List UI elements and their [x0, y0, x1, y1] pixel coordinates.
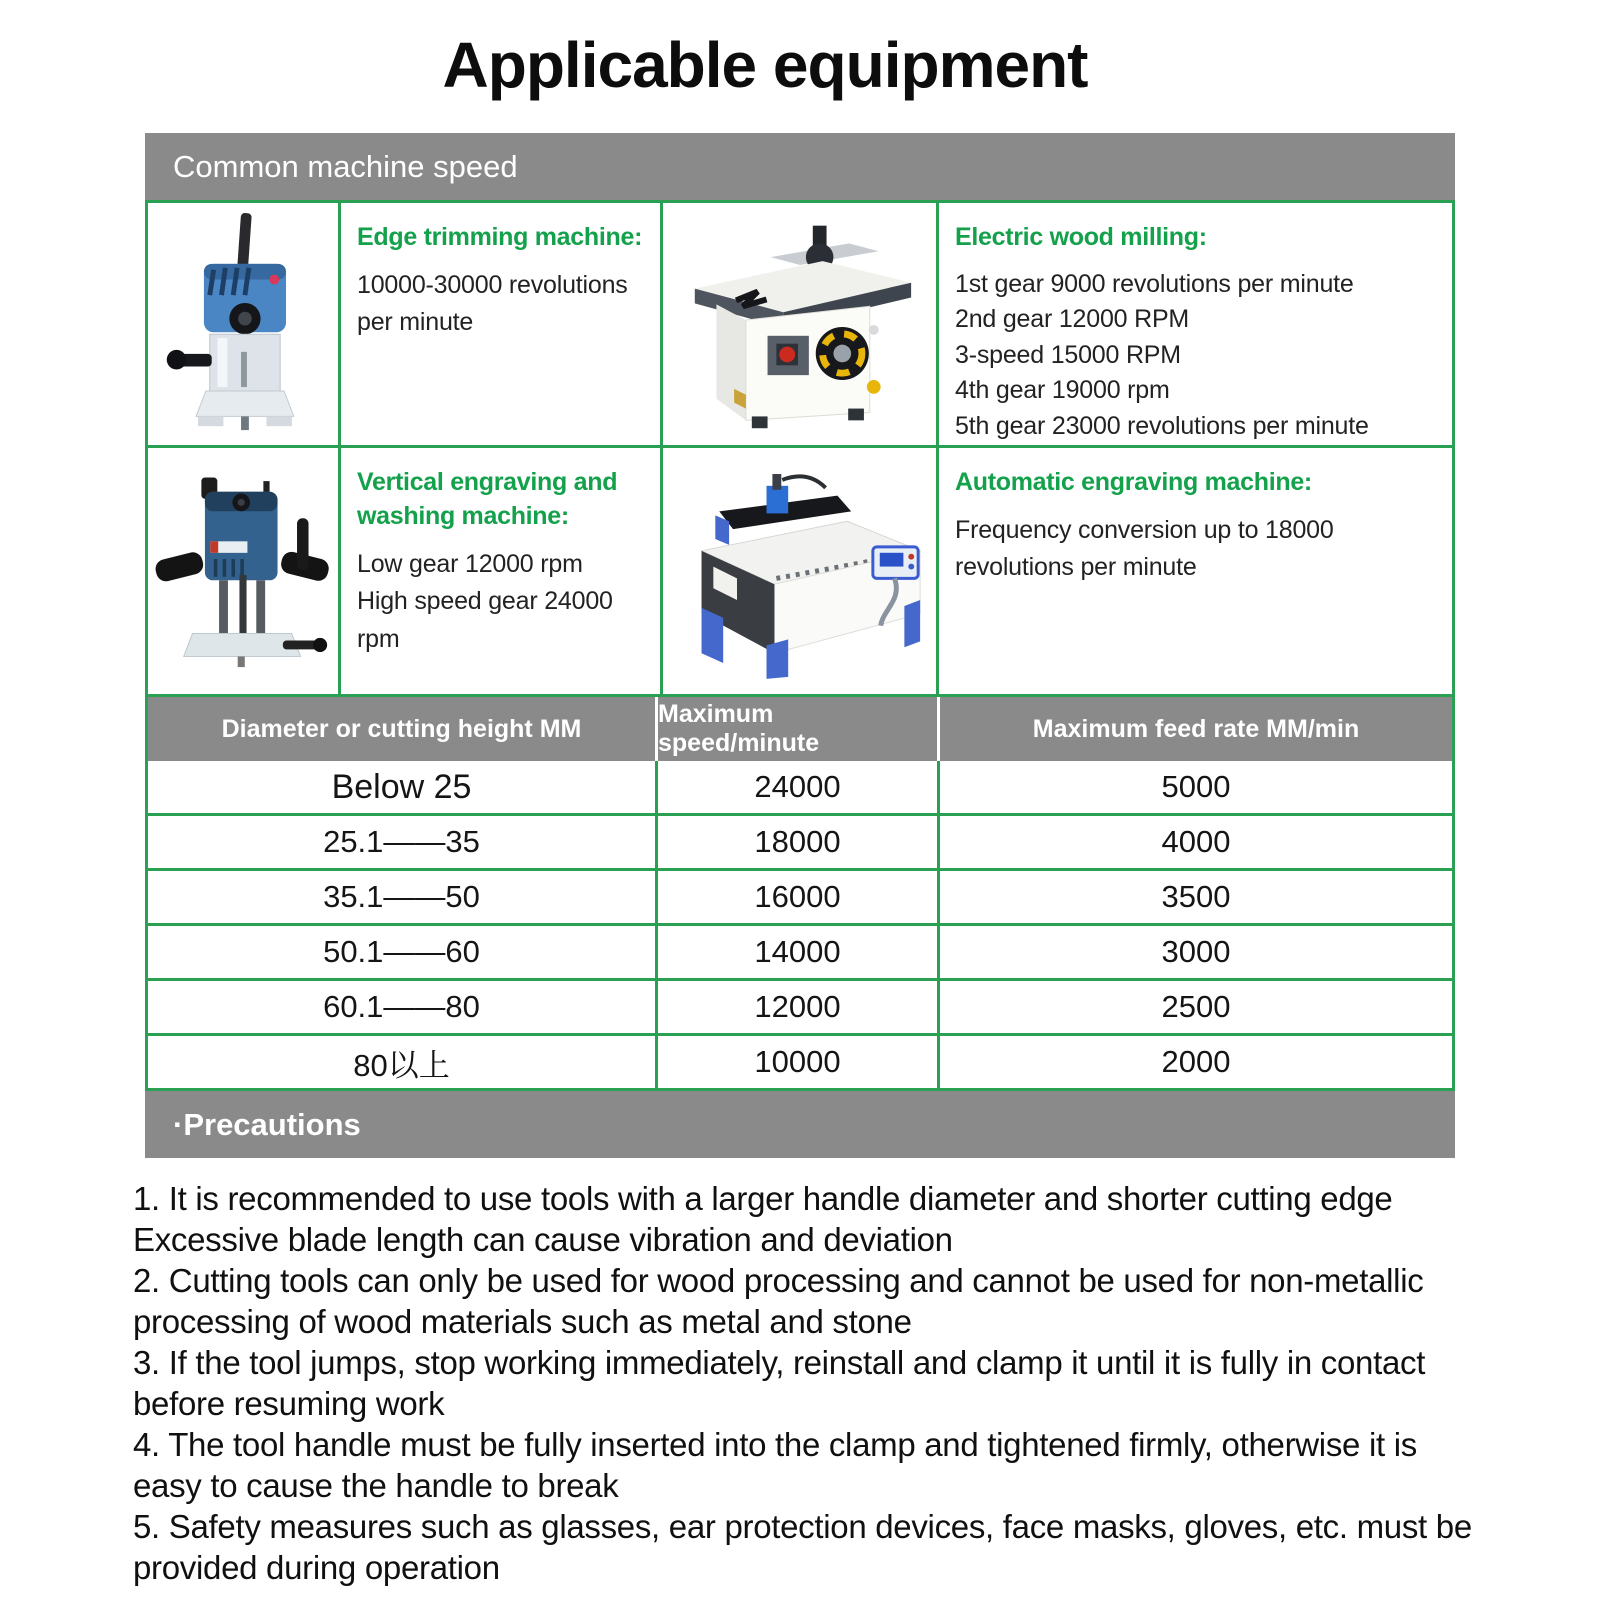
- table-cell-diameter: 35.1——50: [148, 868, 655, 923]
- machine-cell-image: [148, 203, 338, 445]
- machine-spec-line: 3-speed 15000 RPM: [955, 340, 1181, 369]
- machine-cell-text: [341, 203, 660, 445]
- table-cell-diameter: 80以上: [148, 1033, 655, 1088]
- section-header-label: Common machine speed: [173, 148, 518, 184]
- table-cell-feed: 2500: [937, 978, 1452, 1033]
- machine-spec-line: Low gear 12000 rpm: [357, 549, 583, 578]
- machine-spec-lines: [955, 267, 1438, 445]
- machine-cell-image: [148, 448, 338, 694]
- table-cell-diameter: 25.1——35: [148, 813, 655, 868]
- precautions-list: [133, 1178, 1478, 1588]
- electric-wood-milling-machine-image: [675, 206, 925, 442]
- machine-cell-text: [341, 448, 660, 694]
- machine-spec-line: High speed gear 24000 rpm: [357, 587, 613, 653]
- table-cell-diameter: 60.1——80: [148, 978, 655, 1033]
- machine-spec-line: Frequency conversion up to 18000 revolutions per minute: [955, 515, 1334, 582]
- machine-name: Electric wood milling:: [955, 223, 1207, 251]
- table-cell-feed: 5000: [937, 761, 1452, 813]
- table-row: [148, 1033, 1452, 1088]
- table-cell-feed: 4000: [937, 813, 1452, 868]
- table-cell-speed: 24000: [655, 761, 937, 813]
- page-title: Applicable equipment: [442, 29, 1088, 101]
- table-cell-speed: 14000: [655, 923, 937, 978]
- machine-grid: [145, 200, 1455, 697]
- section-header-precautions: [145, 1091, 1455, 1158]
- table-cell-speed: 10000: [655, 1033, 937, 1088]
- machine-name: Edge trimming machine:: [357, 223, 643, 251]
- table-cell-speed: 12000: [655, 978, 937, 1033]
- table-cell-speed: 18000: [655, 813, 937, 868]
- machine-spec-line: 10000-30000 revolutions per minute: [357, 270, 628, 337]
- machine-spec-lines: [955, 512, 1438, 587]
- table-cell-speed: 16000: [655, 868, 937, 923]
- table-cell-feed: 3000: [937, 923, 1452, 978]
- table-row: [148, 923, 1452, 978]
- machine-spec-line: 5th gear 23000 revolutions per minute: [955, 411, 1369, 440]
- main-panel: [145, 133, 1455, 1158]
- table-cell-diameter: 50.1——60: [148, 923, 655, 978]
- machine-cell-text: [939, 203, 1452, 445]
- table-cell-feed: 3500: [937, 868, 1452, 923]
- table-row: [148, 813, 1452, 868]
- machine-cell-image: [663, 203, 936, 445]
- section-header-common-machine-speed: [145, 133, 1455, 200]
- table-row: [148, 761, 1452, 813]
- table-cell-diameter: Below 25: [148, 761, 655, 813]
- precaution-item: 2. Cutting tools can only be used for wood processing and cannot be used for non-metallic processing of wood materials such as metal and stone: [133, 1262, 1424, 1340]
- machine-spec-line: 1st gear 9000 revolutions per minute: [955, 269, 1354, 298]
- column-header-max-feed: Maximum feed rate MM/min: [937, 697, 1452, 761]
- speed-table: [145, 697, 1455, 1091]
- vertical-engraving-machine-image: [150, 453, 336, 689]
- machine-spec-line: 2nd gear 12000 RPM: [955, 305, 1190, 334]
- precaution-item: 1. It is recommended to use tools with a larger handle diameter and shorter cutting edge Excessive blade length can cause vibration and deviation: [133, 1180, 1393, 1258]
- speed-table-header-row: [148, 697, 1452, 761]
- precaution-item: 4. The tool handle must be fully inserted into the clamp and tightened firmly, otherwise it is easy to cause the handle to break: [133, 1426, 1417, 1504]
- automatic-engraving-machine-image: [672, 460, 928, 682]
- column-header-diameter: Diameter or cutting height MM: [148, 697, 655, 761]
- precaution-item: 3. If the tool jumps, stop working immediately, reinstall and clamp it until it is fully in contact before resuming work: [133, 1344, 1426, 1422]
- precaution-item: 5. Safety measures such as glasses, ear protection devices, face masks, gloves, etc. must be provided during operation: [133, 1508, 1472, 1586]
- machine-spec-lines: [357, 546, 646, 659]
- table-row: [148, 978, 1452, 1033]
- precautions-header-label: ·Precautions: [173, 1106, 361, 1142]
- machine-spec-lines: [357, 267, 646, 342]
- machine-spec-line: 4th gear 19000 rpm: [955, 376, 1170, 405]
- column-header-max-speed: Maximum speed/minute: [655, 697, 937, 761]
- edge-trimming-machine-image: [155, 208, 331, 440]
- table-cell-feed: 2000: [937, 1033, 1452, 1088]
- machine-cell-image: [663, 448, 936, 694]
- machine-name: Vertical engraving and washing machine:: [357, 468, 618, 530]
- table-row: [148, 868, 1452, 923]
- machine-name: Automatic engraving machine:: [955, 468, 1312, 496]
- machine-cell-text: [939, 448, 1452, 694]
